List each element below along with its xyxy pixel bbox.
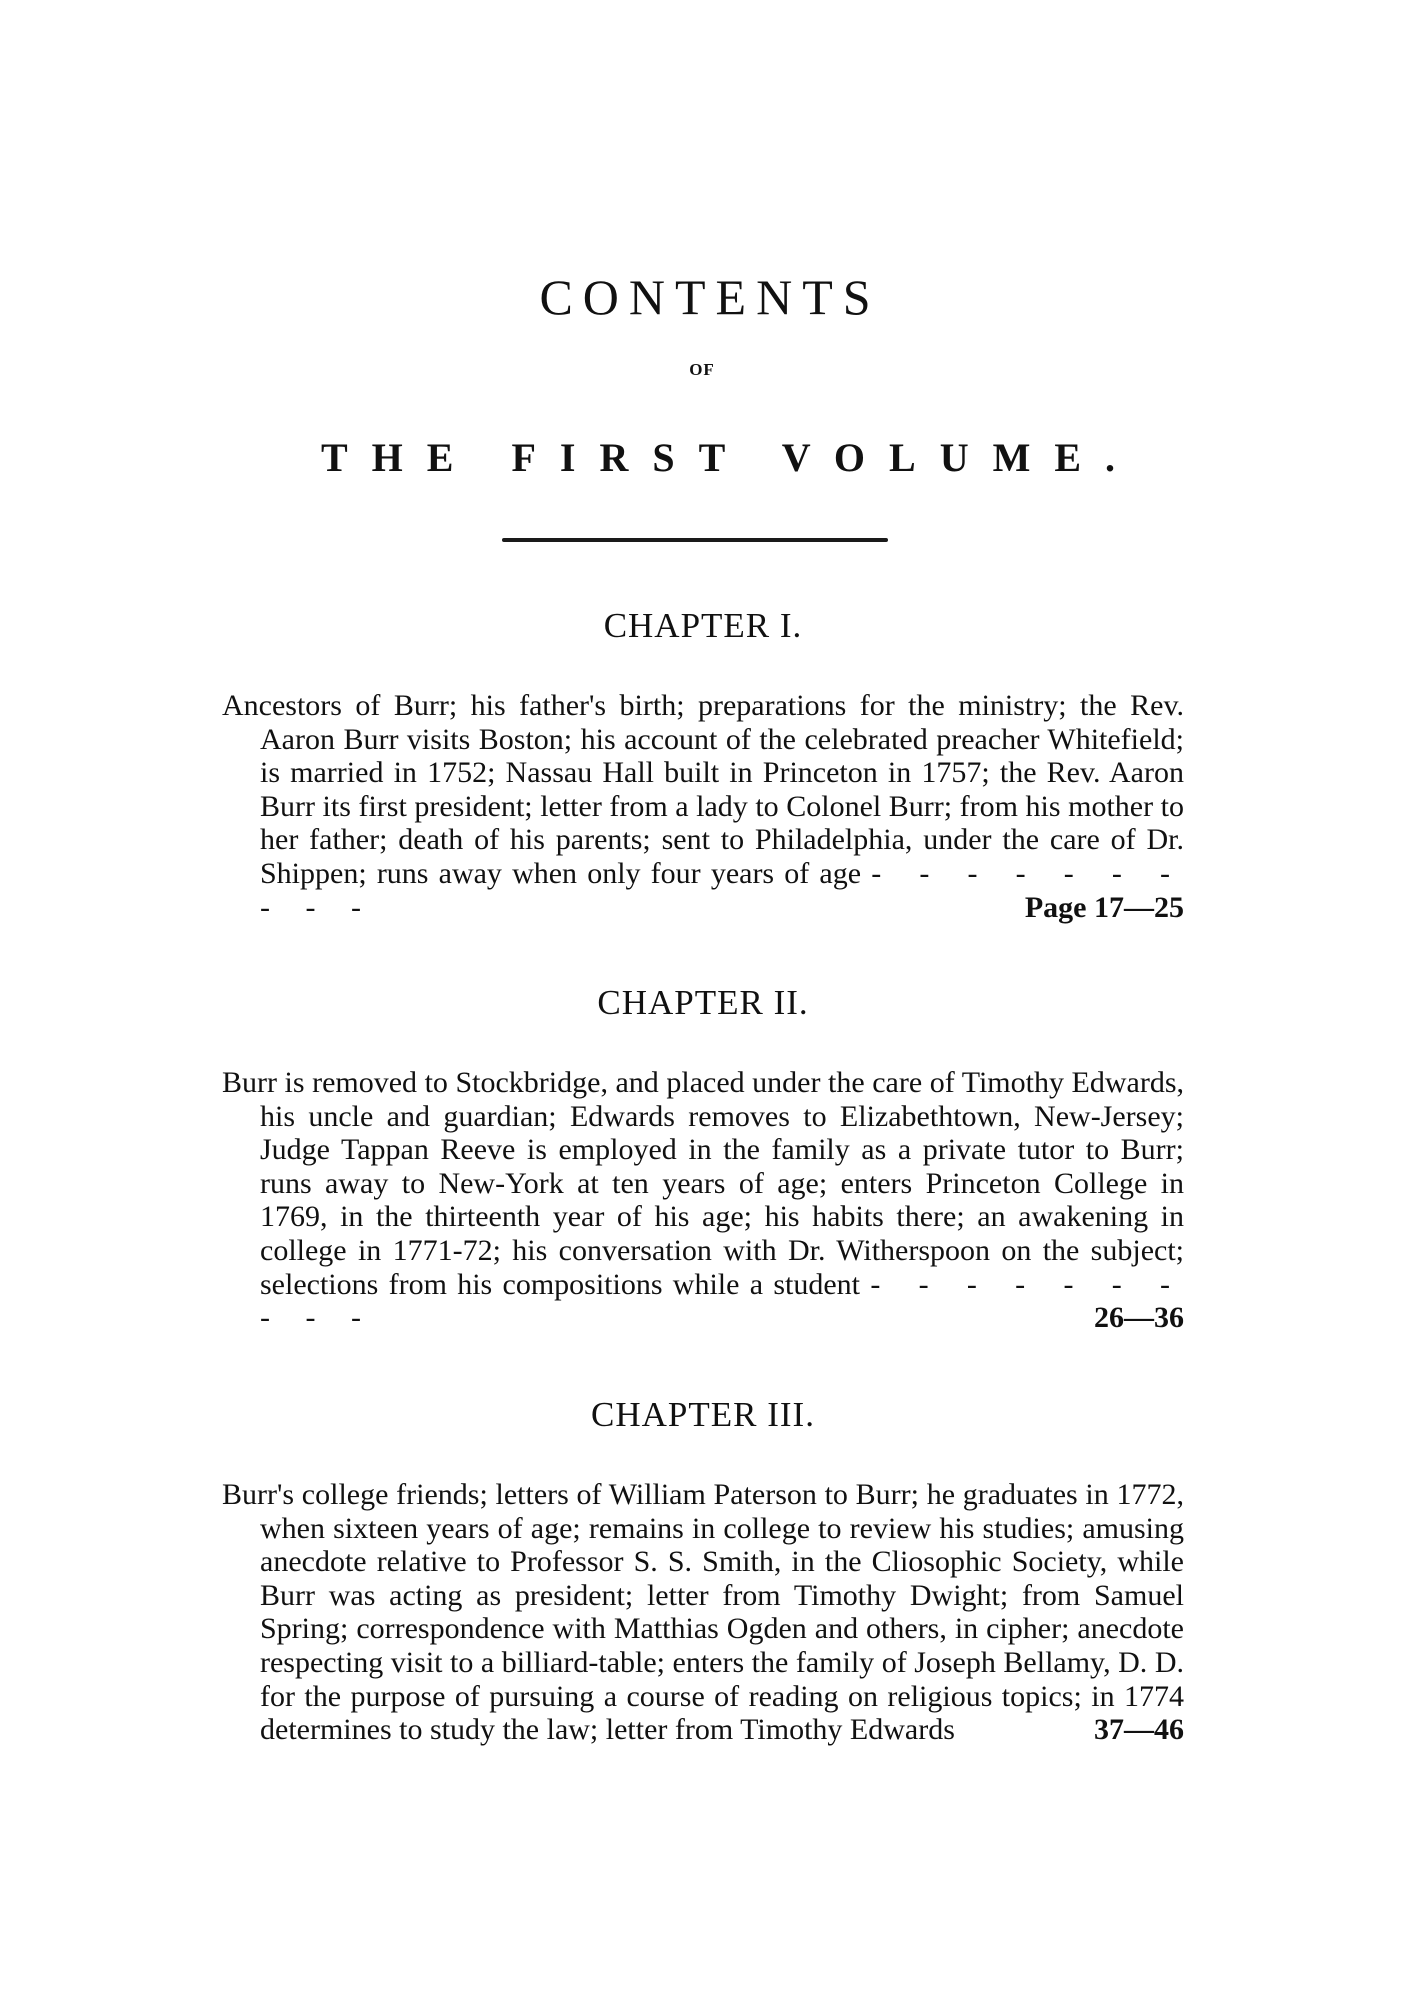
chapter-2 [222,983,1184,1335]
chapter-heading: CHAPTER I. [603,606,803,645]
dot-leader: - - - - - - - - - - [260,1267,1184,1335]
chapter-summary [222,1066,1184,1335]
summary-text: Ancestors of Burr; his father's birth; preparations for the ministry; the Rev. Aaron Burr visits Boston; his account of the celebrated preacher Whitefield; is married in 1752; Nassau Hall built in Princeton in 1757; the Rev. Aaron Burr its first president; letter from a lady to Colonel Burr; from his mother to her father; death of his parents; sent to Philadelphia, under the care of Dr. Shippen; runs away when only four years of age [222,689,1184,890]
summary-text: Burr is removed to Stockbridge, and placed under the care of Timothy Edwards, his uncle and guardian; Edwards removes to Elizabethtown, New-Jersey; Judge Tappan Reeve is employed in the family as a private tutor to Burr; runs away to New-York at ten years of age; enters Princeton College in 1769, in the thirteenth year of his age; his habits there; an awakening in college in 1771-72; his conversation with Dr. Witherspoon on the subject; selections from his compositions while a student [222,1066,1184,1301]
chapter-heading: CHAPTER III. [591,1395,815,1434]
dot-leader: - - - - - - - - - - [260,856,1185,924]
summary-text: Burr's college friends; letters of William Paterson to Burr; he graduates in 1772, when sixteen years of age; remains in college to review his studies; amusing anecdote relative to Professor S. S. Smith, in the Cliosophic Society, while Burr was acting as president; letter from Timothy Dwight; from Samuel Spring; correspondence with Matthias Ogden and others, in cipher; anecdote respecting visit to a billiard-table; enters the family of Joseph Bellamy, D. D. for the purpose of pursuing a course of reading on religious topics; in 1774 determines to study the law; letter from Timothy Edwards [222,1478,1184,1747]
chapter-3 [222,1395,1184,1747]
chapter-summary [222,1478,1184,1747]
chapter-summary [222,689,1184,924]
page-title: CONTENTS [539,269,881,325]
title-connector: OF [689,360,715,379]
title-divider [502,538,888,542]
page-range: 37—46 [1088,1713,1184,1747]
chapter-1 [222,606,1184,924]
page-subtitle: THE FIRST VOLUME. [320,435,1140,480]
page-range: 26—36 [1088,1301,1184,1335]
page-range: Page 17—25 [1019,891,1184,925]
chapter-heading: CHAPTER II. [597,983,809,1022]
